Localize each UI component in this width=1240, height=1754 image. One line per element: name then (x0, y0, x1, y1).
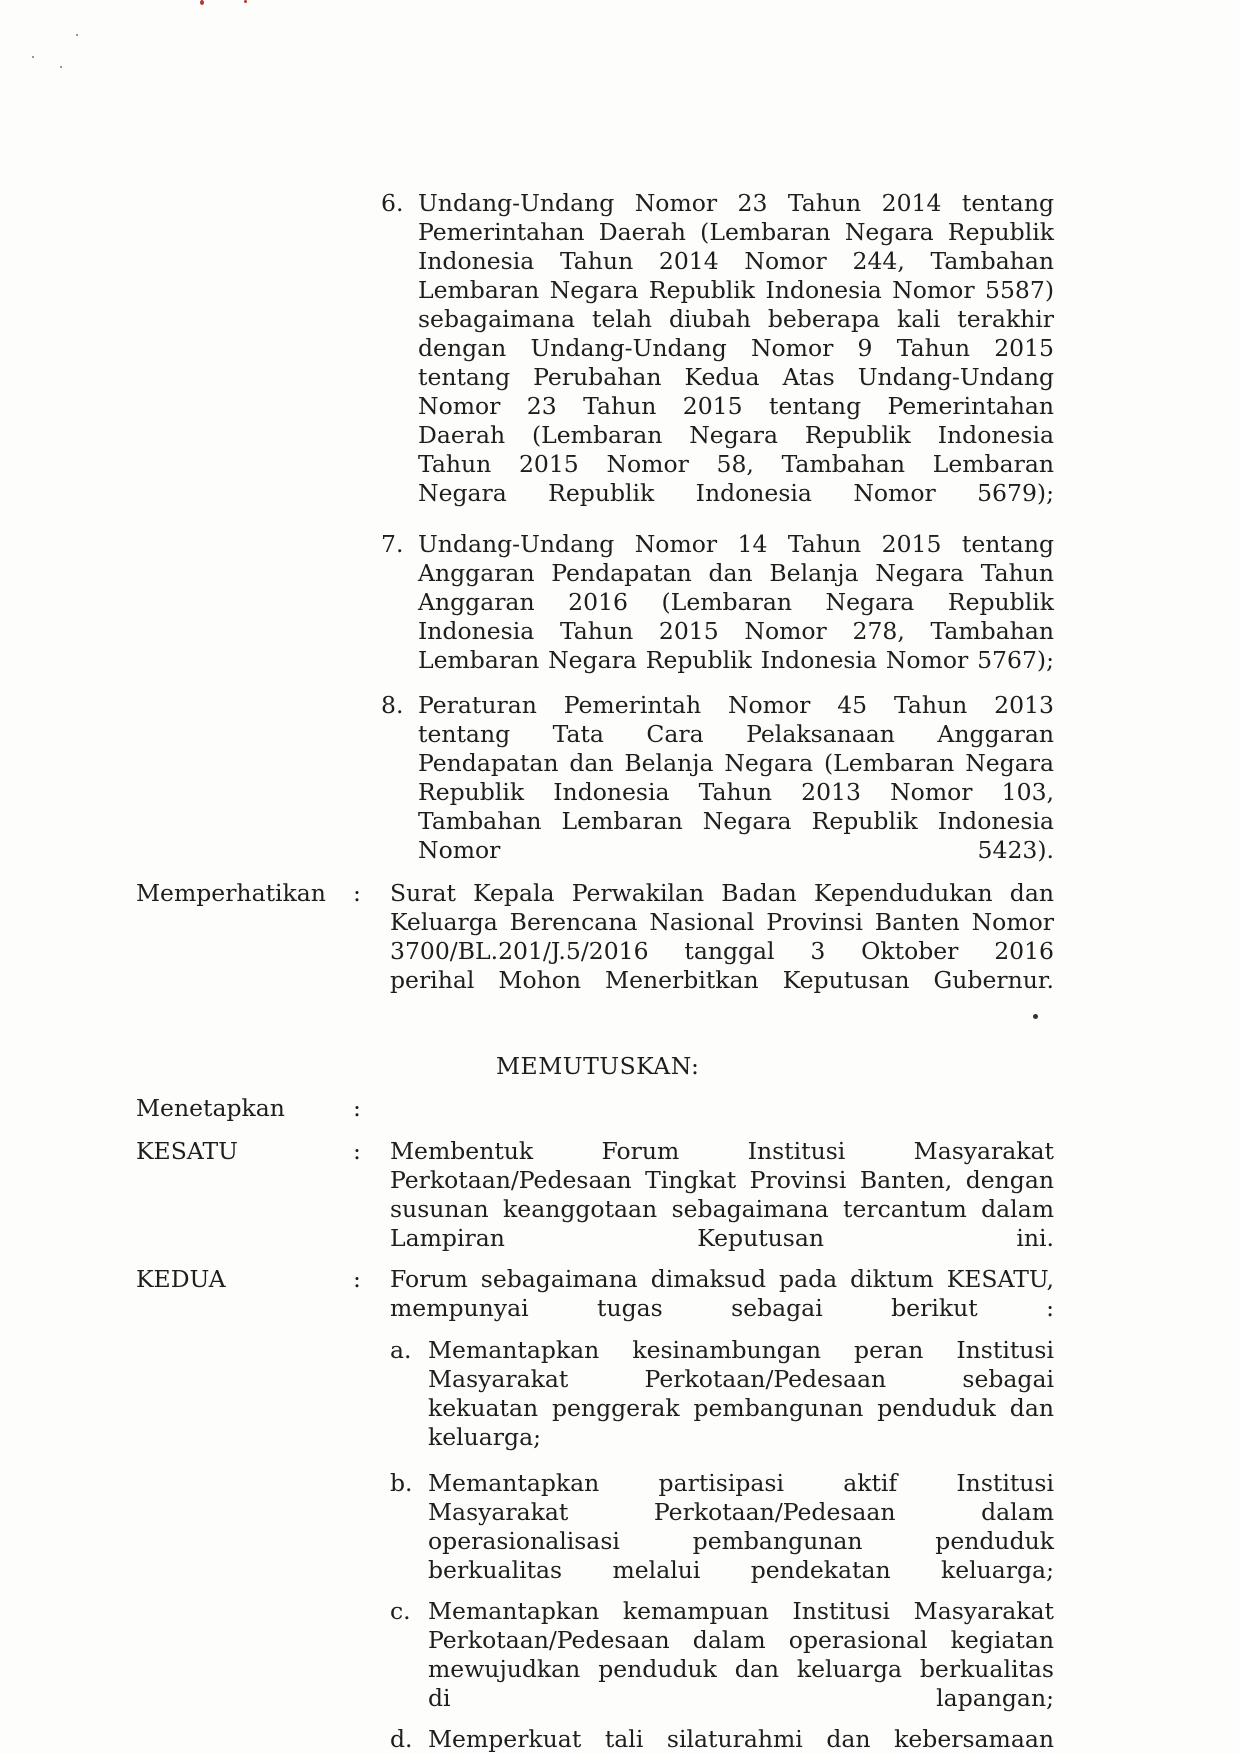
text-line: Memantapkan kesinambungan peran Institusi (428, 1336, 1054, 1364)
consideranda-number: 8. (381, 691, 404, 719)
text-line: Lembaran Negara Republik Indonesia Nomor 5767); (418, 646, 1054, 674)
text-line: Tambahan Lembaran Negara Republik Indonesia (418, 807, 1054, 835)
text-line: Nomor 23 Tahun 2015 tentang Pemerintahan (418, 392, 1054, 420)
menetapkan-colon: : (353, 1094, 361, 1122)
text-line: Surat Kepala Perwakilan Badan Kependudukan dan (390, 879, 1054, 907)
text-line: Memantapkan kemampuan Institusi Masyarakat (428, 1597, 1054, 1625)
text-line: Membentuk Forum Institusi Masyarakat (390, 1137, 1054, 1165)
kesatu-colon: : (353, 1137, 361, 1165)
consideranda-item-7 (418, 530, 1054, 675)
kedua-item-d (428, 1725, 1054, 1754)
text-line: Perkotaan/Pedesaan Tingkat Provinsi Banten, dengan (390, 1166, 1054, 1194)
text-line: Perkotaan/Pedesaan dalam operasional kegiatan (428, 1626, 1054, 1654)
text-line: Masyarakat Perkotaan/Pedesaan dalam (428, 1498, 1054, 1526)
kedua-item-c (428, 1597, 1054, 1713)
consideranda-item-6 (418, 189, 1054, 508)
consideranda-text (418, 691, 1054, 865)
text-line: dengan Undang-Undang Nomor 9 Tahun 2015 (418, 334, 1054, 362)
kesatu-label: KESATU (136, 1137, 238, 1165)
text-line: Pemerintahan Daerah (Lembaran Negara Republik (418, 218, 1054, 246)
text-line: mewujudkan penduduk dan keluarga berkualitas (428, 1655, 1054, 1683)
text-line: operasionalisasi pembangunan penduduk (428, 1527, 1054, 1555)
scan-speck (32, 56, 34, 58)
kedua-item-letter: b. (390, 1469, 413, 1497)
memutuskan-heading: MEMUTUSKAN: (496, 1052, 700, 1080)
text-line: Daerah (Lembaran Negara Republik Indonesia (418, 421, 1054, 449)
text-line: sebagaimana telah diubah beberapa kali terakhir (418, 305, 1054, 333)
kedua-text (390, 1265, 1054, 1323)
consideranda-item-8 (418, 691, 1054, 865)
kedua-item-text (428, 1597, 1054, 1713)
text-line: 3700/BL.201/J.5/2016 tanggal 3 Oktober 2016 (390, 937, 1054, 965)
kedua-item-letter: c. (390, 1597, 411, 1625)
text-line: kekuatan penggerak pembangunan penduduk dan (428, 1394, 1054, 1422)
kedua-item-b (428, 1469, 1054, 1585)
text-line: Lampiran Keputusan ini. (390, 1224, 1054, 1252)
text-line: Undang-Undang Nomor 23 Tahun 2014 tentang (418, 189, 1054, 217)
kesatu-text (390, 1137, 1054, 1253)
text-line: Anggaran 2016 (Lembaran Negara Republik (418, 588, 1054, 616)
consideranda-text (418, 530, 1054, 675)
text-line: Memperkuat tali silaturahmi dan kebersamaan (428, 1725, 1054, 1753)
consideranda-number: 6. (381, 189, 404, 217)
kedua-item-a (428, 1336, 1054, 1452)
scan-speck (1033, 1014, 1038, 1019)
text-line: Anggaran Pendapatan dan Belanja Negara Tahun (418, 559, 1054, 587)
consideranda-number: 7. (381, 530, 404, 558)
text-line: Nomor 5423). (418, 836, 1054, 864)
kedua-item-text (428, 1336, 1054, 1452)
text-line: Tahun 2015 Nomor 58, Tambahan Lembaran (418, 450, 1054, 478)
scan-speck (60, 66, 62, 68)
text-line: perihal Mohon Menerbitkan Keputusan Gubernur. (390, 966, 1054, 994)
text-line: tentang Tata Cara Pelaksanaan Anggaran (418, 720, 1054, 748)
scan-speck (244, 0, 247, 3)
text-line: Undang-Undang Nomor 14 Tahun 2015 tentang (418, 530, 1054, 558)
kedua-paragraph (390, 1265, 1054, 1323)
kedua-label: KEDUA (136, 1265, 226, 1293)
kedua-colon: : (353, 1265, 361, 1293)
text-line: keluarga; (428, 1423, 542, 1451)
text-line: Republik Indonesia Tahun 2013 Nomor 103, (418, 778, 1054, 806)
kedua-item-text (428, 1469, 1054, 1585)
text-line: Memantapkan partisipasi aktif Institusi (428, 1469, 1054, 1497)
text-line: di lapangan; (428, 1684, 1054, 1712)
menetapkan-label: Menetapkan (136, 1094, 285, 1122)
memperhatikan-paragraph (390, 879, 1054, 995)
kedua-item-letter: a. (390, 1336, 412, 1364)
scan-speck (200, 0, 204, 5)
consideranda-text (418, 189, 1054, 508)
text-line: Masyarakat Perkotaan/Pedesaan sebagai (428, 1365, 1054, 1393)
kedua-item-letter: d. (390, 1725, 413, 1753)
text-line: Peraturan Pemerintah Nomor 45 Tahun 2013 (418, 691, 1054, 719)
memperhatikan-label: Memperhatikan (136, 879, 326, 907)
text-line: Indonesia Tahun 2014 Nomor 244, Tambahan (418, 247, 1054, 275)
text-line: berkualitas melalui pendekatan keluarga; (428, 1556, 1054, 1584)
text-line: mempunyai tugas sebagai berikut : (390, 1294, 1054, 1322)
memperhatikan-colon: : (353, 879, 361, 907)
text-line: Lembaran Negara Republik Indonesia Nomor 5587) (418, 276, 1054, 304)
kedua-item-text (428, 1725, 1054, 1754)
text-line: tentang Perubahan Kedua Atas Undang-Undang (418, 363, 1054, 391)
memperhatikan-text (390, 879, 1054, 995)
text-line: Pendapatan dan Belanja Negara (Lembaran Negara (418, 749, 1054, 777)
text-line: Indonesia Tahun 2015 Nomor 278, Tambahan (418, 617, 1054, 645)
text-line: Keluarga Berencana Nasional Provinsi Banten Nomor (390, 908, 1054, 936)
scan-speck (76, 34, 78, 36)
kesatu-paragraph (390, 1137, 1054, 1253)
text-line: susunan keanggotaan sebagaimana tercantum dalam (390, 1195, 1054, 1223)
text-line: Negara Republik Indonesia Nomor 5679); (418, 479, 1054, 507)
text-line: Forum sebagaimana dimaksud pada diktum KESATU, (390, 1265, 1054, 1293)
